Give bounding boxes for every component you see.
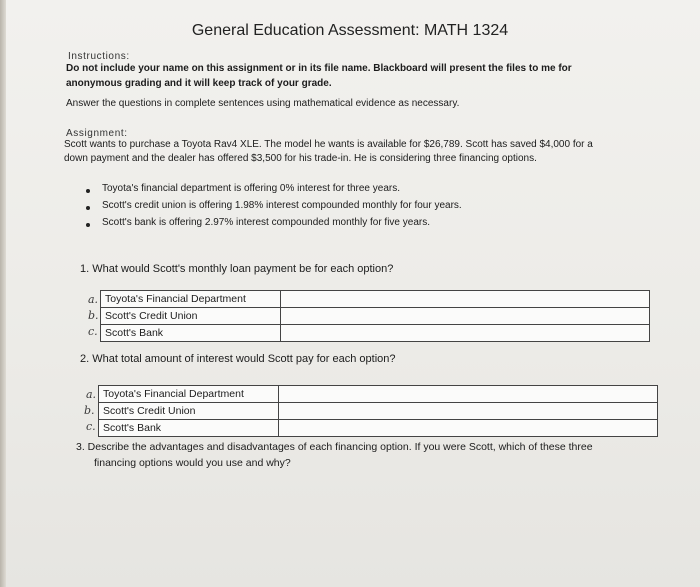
table-row [99,403,657,420]
scenario-line-1: Scott wants to purchase a Toyota Rav4 XLE. The model he wants is available for $26,789. Scott has saved $4,000 for a [64,139,593,150]
table-cell-option: Toyota's Financial Department [101,291,281,307]
handwritten-mark: c. [88,325,98,338]
table-row [101,291,649,308]
bullet-dot [86,189,90,193]
handwritten-mark: c. [86,420,96,433]
table-row [101,325,649,341]
question-1-table [100,290,650,342]
bullet-dot [86,223,90,227]
table-cell-option: Scott's Credit Union [101,308,281,324]
bullet-item: Scott's bank is offering 2.97% interest compounded monthly for five years. [102,217,431,228]
table-row [99,420,657,436]
table-cell-option: Toyota's Financial Department [99,386,279,402]
question-3-line-2: financing options would you use and why? [94,457,291,469]
handwritten-mark: b. [88,309,99,322]
question-3-line-1: 3. Describe the advantages and disadvantages of each financing option. If you were Scott, which of these three [76,441,593,453]
table-row [99,386,657,403]
question-1: 1. What would Scott's monthly loan payment be for each option? [80,263,394,275]
question-2-table [98,385,658,437]
bullet-dot [86,206,90,210]
instructions-bold-line-2: anonymous grading and it will keep track of your grade. [66,78,332,89]
scenario-line-2: down payment and the dealer has offered $3,500 for his trade-in. He is considering three financing options. [64,153,537,164]
instructions-text: Answer the questions in complete sentences using mathematical evidence as necessary. [66,98,460,109]
bullet-item: Toyota's financial department is offering 0% interest for three years. [102,183,400,194]
handwritten-mark: a. [88,293,99,306]
table-cell-option: Scott's Bank [99,420,279,436]
question-2: 2. What total amount of interest would Scott pay for each option? [80,353,396,365]
handwritten-mark: b. [84,404,95,417]
page-edge-shadow [0,0,6,587]
handwritten-mark: a. [86,388,97,401]
document-title: General Education Assessment: MATH 1324 [191,22,509,39]
instructions-bold-line-1: Do not include your name on this assignment or in its file name. Blackboard will present the files to me for [66,63,572,74]
table-cell-option: Scott's Credit Union [99,403,279,419]
instructions-label: Instructions: [68,51,130,62]
table-row [101,308,649,325]
bullet-item: Scott's credit union is offering 1.98% interest compounded monthly for four years. [102,200,462,211]
table-cell-option: Scott's Bank [101,325,281,341]
assignment-label: Assignment: [66,128,128,139]
